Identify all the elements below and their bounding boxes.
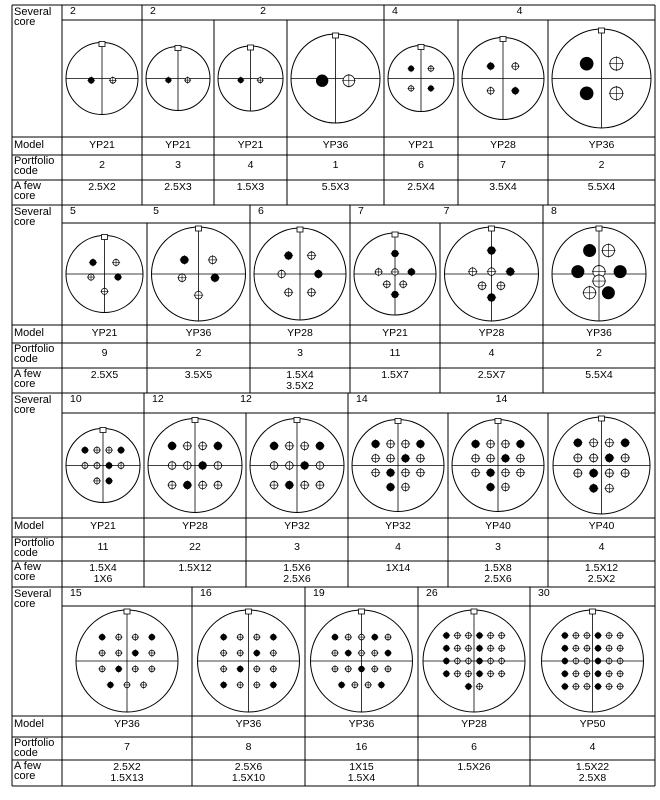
model-name: YP21 bbox=[382, 327, 408, 339]
core-count-center: 7 bbox=[443, 205, 450, 217]
model-name: YP28 bbox=[182, 520, 208, 532]
model-name: YP32 bbox=[385, 520, 411, 532]
core-count: 30 bbox=[538, 587, 550, 599]
connector-1-3-0-key-notch bbox=[596, 226, 602, 231]
model-name: YP36 bbox=[114, 718, 140, 730]
portfolio-code-value: 8 bbox=[245, 741, 252, 753]
core-spec-value: 5.5X4 bbox=[587, 181, 616, 193]
connector-0-1-0-key-notch bbox=[175, 46, 181, 51]
model-name: YP36 bbox=[235, 718, 262, 730]
core-count: 12 bbox=[152, 393, 164, 405]
core-count: 7 bbox=[358, 205, 364, 217]
portfolio-code-value: 4 bbox=[598, 541, 605, 553]
label-a-few-core: A few core bbox=[14, 561, 41, 583]
model-name: YP21 bbox=[89, 139, 115, 151]
connector-3-3-0-key-notch bbox=[471, 609, 477, 614]
portfolio-code-value: 7 bbox=[500, 159, 506, 171]
connector-2-2-1-key-notch bbox=[495, 419, 501, 424]
core-spec-value: 1X15 1.5X4 bbox=[347, 761, 376, 784]
label-model: Model bbox=[14, 139, 44, 151]
core-spec-value: 1.5X12 bbox=[178, 562, 212, 574]
core-count: 4 bbox=[392, 5, 398, 17]
label-model: Model bbox=[14, 327, 44, 339]
portfolio-code-value: 7 bbox=[124, 741, 130, 753]
core-spec-value: 1.5X4 1X6 bbox=[89, 562, 117, 585]
connector-0-1-2-pin bbox=[316, 75, 328, 87]
core-spec-value: 1.5X4 3.5X2 bbox=[286, 369, 314, 392]
core-count: 14 bbox=[356, 393, 368, 405]
model-name: YP21 bbox=[90, 520, 116, 532]
label-several-core: Several core bbox=[14, 588, 52, 610]
connector-1-0-1-key-notch bbox=[196, 226, 202, 231]
model-name: YP40 bbox=[485, 520, 511, 532]
connector-0-1-2-key-notch bbox=[333, 33, 339, 38]
core-spec-value: 1.5X8 2.5X6 bbox=[484, 562, 512, 585]
label-a-few-core: A few core bbox=[14, 760, 41, 782]
connector-0-2-2-pin bbox=[580, 87, 593, 100]
label-portfolio-code: Portfolio code bbox=[14, 537, 55, 559]
model-name: YP32 bbox=[284, 520, 310, 532]
core-spec-value: 2.5X5 bbox=[90, 369, 119, 381]
portfolio-code-value: 6 bbox=[471, 741, 477, 753]
model-name: YP21 bbox=[165, 139, 191, 151]
connector-2-2-0-key-notch bbox=[395, 419, 401, 424]
portfolio-code-value: 4 bbox=[589, 741, 596, 753]
portfolio-code-value: 3 bbox=[297, 347, 303, 359]
model-name: YP36 bbox=[348, 718, 375, 730]
model-name: YP28 bbox=[490, 139, 516, 151]
portfolio-code-value: 1 bbox=[332, 159, 339, 171]
model-name: YP28 bbox=[461, 718, 487, 730]
model-name: YP40 bbox=[588, 520, 615, 532]
core-count-center: 2 bbox=[260, 5, 266, 17]
portfolio-code-value: 9 bbox=[101, 347, 108, 359]
portfolio-code-value: 3 bbox=[294, 541, 300, 553]
core-count: 2 bbox=[150, 5, 156, 17]
core-spec-value: 3.5X5 bbox=[184, 369, 213, 381]
label-model: Model bbox=[14, 520, 44, 532]
portfolio-code-value: 2 bbox=[99, 159, 105, 171]
core-count: 16 bbox=[200, 587, 212, 599]
connector-3-2-0-key-notch bbox=[359, 609, 365, 614]
model-name: YP21 bbox=[237, 139, 264, 151]
connector-3-4-0-key-notch bbox=[590, 609, 596, 614]
label-several-core: Several core bbox=[14, 6, 52, 28]
portfolio-code-value: 4 bbox=[488, 347, 495, 359]
connector-1-2-0-key-notch bbox=[392, 232, 398, 237]
connector-0-2-2-key-notch bbox=[599, 28, 605, 33]
model-name: YP28 bbox=[287, 327, 313, 339]
connector-2-2-2-key-notch bbox=[599, 416, 605, 421]
connector-2-0-0-key-notch bbox=[100, 428, 106, 433]
label-portfolio-code: Portfolio code bbox=[14, 155, 55, 177]
core-spec-value: 2.5X7 bbox=[477, 369, 506, 381]
portfolio-code-value: 6 bbox=[418, 159, 424, 171]
portfolio-code-value: 2 bbox=[195, 347, 202, 359]
core-count-center: 5 bbox=[153, 205, 159, 217]
model-name: YP36 bbox=[588, 139, 615, 151]
core-spec-value: 2.5X2 1.5X13 bbox=[110, 761, 144, 784]
model-name: YP36 bbox=[185, 327, 212, 339]
portfolio-code-value: 2 bbox=[596, 347, 602, 359]
portfolio-code-value: 11 bbox=[389, 347, 401, 359]
connector-0-2-0-key-notch bbox=[418, 45, 424, 50]
core-count: 26 bbox=[426, 587, 438, 599]
core-count: 8 bbox=[551, 205, 557, 217]
core-count-center: 4 bbox=[516, 5, 523, 17]
core-spec-value: 1.5X6 2.5X6 bbox=[283, 562, 311, 585]
model-name: YP50 bbox=[579, 718, 606, 730]
core-count: 19 bbox=[313, 587, 325, 599]
label-several-core: Several core bbox=[14, 206, 52, 228]
model-name: YP36 bbox=[322, 139, 349, 151]
core-spec-value: 2.5X6 1.5X10 bbox=[231, 761, 266, 784]
connector-2-1-1-key-notch bbox=[294, 418, 300, 423]
connector-0-2-2-pin bbox=[580, 57, 593, 70]
connector-1-2-1-key-notch bbox=[489, 226, 495, 231]
connector-2-1-0-key-notch bbox=[192, 418, 198, 423]
connector-1-3-0-pin bbox=[583, 244, 595, 256]
portfolio-code-value: 2 bbox=[598, 159, 605, 171]
model-name: YP28 bbox=[478, 327, 505, 339]
core-count-center: 12 bbox=[240, 393, 252, 405]
core-spec-value: 1.5X12 2.5X2 bbox=[584, 562, 619, 585]
core-spec-value: 1.5X22 2.5X8 bbox=[575, 761, 610, 784]
core-count: 5 bbox=[70, 205, 76, 217]
portfolio-code-value: 16 bbox=[355, 741, 368, 753]
core-count: 10 bbox=[70, 393, 82, 405]
connector-3-1-0-key-notch bbox=[246, 609, 252, 614]
core-spec-value: 2.5X2 bbox=[88, 181, 116, 193]
label-a-few-core: A few core bbox=[14, 368, 41, 390]
core-spec-value: 1.5X3 bbox=[236, 181, 265, 193]
connector-3-0-0-key-notch bbox=[124, 609, 130, 614]
core-spec-value: 3.5X4 bbox=[489, 181, 517, 193]
label-model: Model bbox=[14, 718, 44, 730]
core-spec-value: 1X14 bbox=[385, 562, 411, 574]
core-count-center: 14 bbox=[495, 393, 508, 405]
core-spec-value: 1.5X7 bbox=[381, 369, 409, 381]
connector-1-3-0-pin bbox=[572, 266, 584, 278]
connector-0-0-0-key-notch bbox=[99, 42, 105, 47]
core-spec-value: 1.5X26 bbox=[457, 761, 491, 773]
portfolio-code-value: 22 bbox=[189, 541, 201, 553]
core-count: 15 bbox=[70, 587, 82, 599]
portfolio-code-value: 4 bbox=[247, 159, 254, 171]
label-several-core: Several core bbox=[14, 394, 52, 416]
connector-1-1-0-key-notch bbox=[297, 227, 303, 232]
label-portfolio-code: Portfolio code bbox=[14, 343, 55, 365]
core-spec-value: 2.5X4 bbox=[407, 181, 435, 193]
label-portfolio-code: Portfolio code bbox=[14, 737, 55, 759]
core-spec-value: 5.5X4 bbox=[585, 369, 613, 381]
portfolio-code-value: 4 bbox=[395, 541, 401, 553]
portfolio-code-value: 3 bbox=[495, 541, 501, 553]
portfolio-code-value: 11 bbox=[97, 541, 109, 553]
model-name: YP21 bbox=[91, 327, 118, 339]
connector-0-2-1-key-notch bbox=[500, 37, 506, 42]
model-name: YP21 bbox=[408, 139, 434, 151]
connector-1-3-0-pin bbox=[602, 287, 614, 299]
core-spec-value: 5.5X3 bbox=[321, 181, 350, 193]
connector-1-0-0-key-notch bbox=[102, 235, 108, 240]
label-a-few-core: A few core bbox=[14, 180, 41, 202]
connector-1-3-0-pin bbox=[614, 266, 626, 278]
core-count: 6 bbox=[258, 205, 264, 217]
connector-0-1-1-key-notch bbox=[248, 45, 254, 50]
model-name: YP36 bbox=[586, 327, 612, 339]
portfolio-code-value: 3 bbox=[175, 159, 181, 171]
core-count: 2 bbox=[70, 5, 76, 17]
core-spec-value: 2.5X3 bbox=[164, 181, 192, 193]
